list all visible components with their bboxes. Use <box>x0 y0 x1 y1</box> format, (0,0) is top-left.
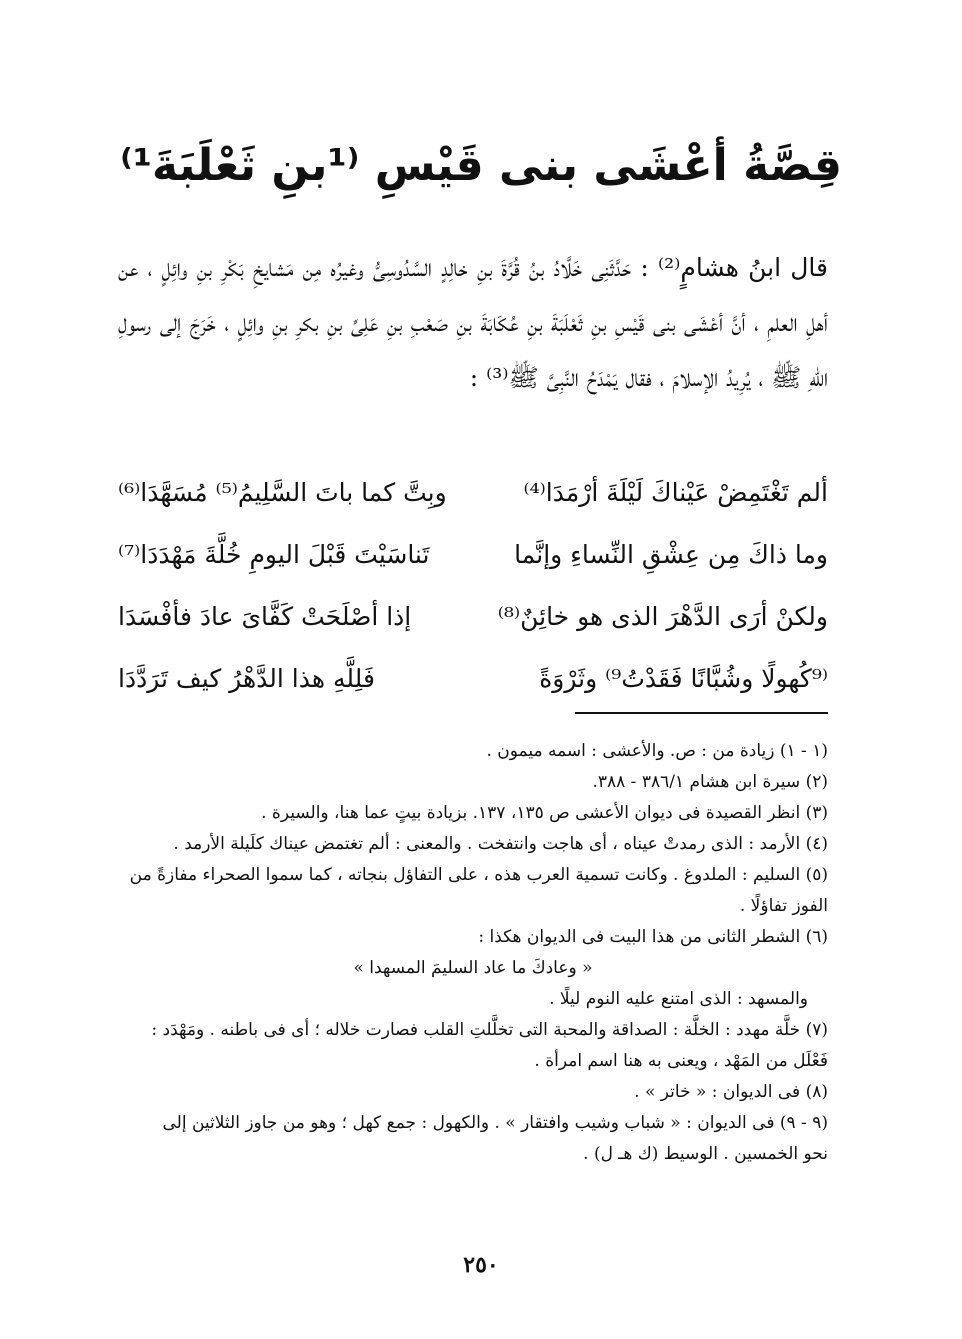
verse-first-hemistich: ولكنْ أرَى الدَّهْرَ الذى هو خائِنٌ⁽⁸⁾ <box>497 602 828 631</box>
verse-line <box>118 648 828 710</box>
verse-first-hemistich: ⁽⁹كُهولًا وشُبَّانًا فَقَدْتُ⁹⁾ وثَرْوَةً <box>539 664 828 693</box>
poem-verses <box>118 462 828 710</box>
footnote-quotation: « وعادكَ ما عاد السليمَ المسهدا » <box>353 958 593 978</box>
page-number: ٢٥٠ <box>463 1252 499 1278</box>
footnote: (٩ - ٩) فى الديوان : « شباب وشيب وافتقار » . والكهول : جمع كهل ؛ وهو من جاوز الثلاثين إلى <box>162 1113 828 1133</box>
footnote: (٨) فى الديوان : « خاتر » . <box>634 1082 828 1102</box>
chapter-title: قِصَّةُ أعْشَى بنى قَيْسِ ⁽¹بنِ ثَعْلَبَةَ¹⁾ <box>120 140 842 191</box>
verse-second-hemistich: تَناسَيْتَ قَبْلَ اليومِ خُلَّةَ مَهْدَدَا⁽⁷⁾ <box>118 540 430 569</box>
verse-line <box>118 586 828 648</box>
prose-paragraph: قال ابنُ هشامٍ⁽²⁾ : حَدَّثَنِى خَلَّادُ بنُ قُرَّةَ بنِ خالِدٍ السَّدُوسِىُّ وغيرُه مِن مَشايخِ بَكْرِ بنِ وائِلٍ ، عن أهلِ العلمِ ، أنَّ أعْشَى بنى قَيْسِ بنِ ثَعْلَبَةَ بنِ عُكَابَةَ بنِ صَعْبِ بنِ عَلِىِّ بنِ بكرِ بنِ وائِلٍ ، خَرَجَ إلى رسولِ اللّهِ ﷺ ، يُرِيدُ الإسلامَ ، فقال يَمْدَحُ النَّبِىَّ ﷺ⁽³⁾ : <box>118 253 828 392</box>
footnote: (٤) الأرمد : الذى رمدتْ عيناه ، أى هاجت وانتفخت . والمعنى : ألم تغتمض عيناك كلَيلة الأرمد . <box>173 834 828 854</box>
verse-first-hemistich: ألم تَغْتَمِضْ عَيْناكَ لَيْلَةَ أرْمَدَا⁽⁴⁾ <box>523 478 828 507</box>
verse-second-hemistich: فَلِلَّهِ هذا الدَّهْرُ كيف تَرَدَّدَا <box>118 664 375 693</box>
footnote-separator <box>575 712 828 714</box>
footnote: (٥) السليم : الملدوغ . وكانت تسمية العرب هذه ، على التفاؤل بنجاته ، كما سموا الصحراء مفازةً من <box>129 865 828 885</box>
footnote: (٦) الشطر الثانى من هذا البيت فى الديوان هكذا : <box>478 927 828 947</box>
footnotes <box>118 736 828 1170</box>
footnote-continuation: فَعْلَل من المَهْد ، ويعنى به هنا اسم امرأة . <box>534 1051 828 1071</box>
footnote-continuation: الفوز تفاؤلًا . <box>739 896 828 916</box>
footnote-continuation: نحو الخمسين . الوسيط (ك هـ ل) . <box>583 1144 828 1164</box>
footnote: (١ - ١) زيادة من : ص. والأعشى : اسمه ميمون . <box>486 741 828 761</box>
footnote-continuation: والمسهد : الذى امتنع عليه النوم ليلًا . <box>549 989 808 1009</box>
verse-second-hemistich: إذا أصْلَحَتْ كَفَّاىَ عادَ فأفْسَدَا <box>118 602 412 631</box>
footnote: (٧) خلَّة مهدد : الخلَّة : الصداقة والمحبة التى تخلَّلتِ القلب فصارت خلاله ؛ أى فى باطنه . ومَهْدَد : <box>151 1020 828 1040</box>
verse-second-hemistich: وبِتَّ كما باتَ السَّلِيمُ⁽⁵⁾ مُسَهَّدَا⁽⁶⁾ <box>118 478 447 507</box>
verse-line <box>118 524 828 586</box>
verse-first-hemistich: وما ذاكَ مِن عِشْقِ النِّساءِ وإنَّما <box>514 540 828 569</box>
verse-line <box>118 462 828 524</box>
footnote: (٢) سيرة ابن هشام ٣٨٦/١ - ٣٨٨. <box>592 772 828 792</box>
footnote: (٣) انظر القصيدة فى ديوان الأعشى ص ١٣٥، ١٣٧. بزيادة بيتٍ عما هنا، والسيرة . <box>261 803 828 823</box>
